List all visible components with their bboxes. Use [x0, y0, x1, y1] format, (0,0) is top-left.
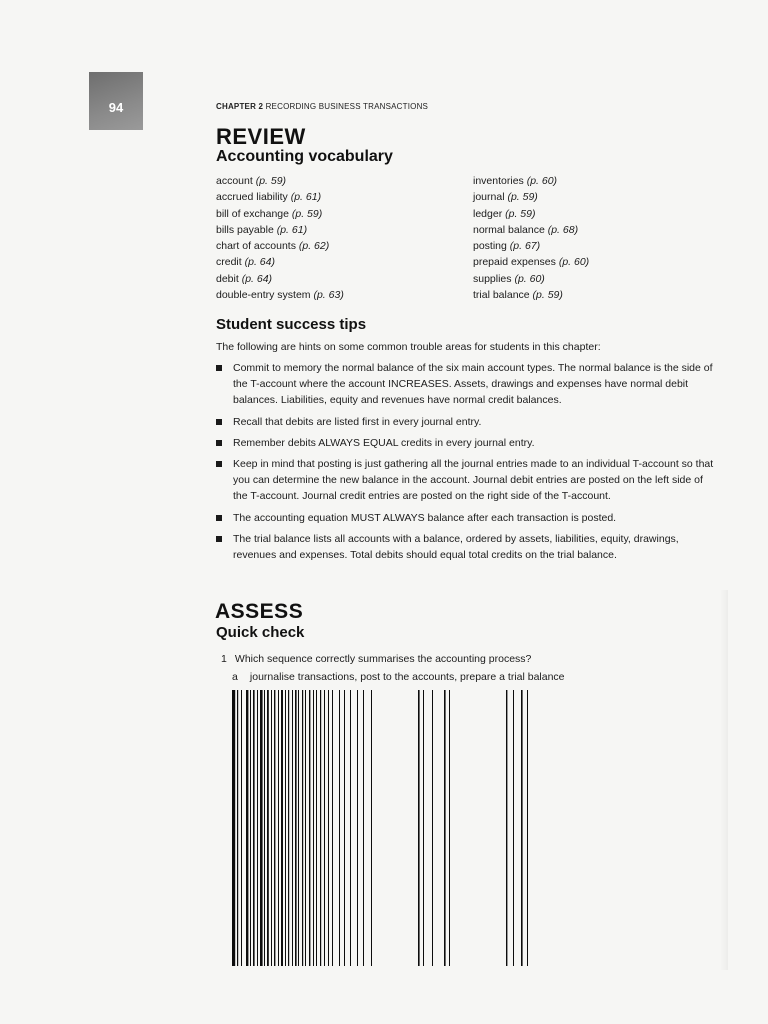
vocab-item	[216, 238, 344, 254]
vocab-page-ref: (p. 68)	[547, 223, 579, 236]
vocab-list-left	[216, 173, 344, 303]
scan-stripe	[288, 690, 289, 966]
tip-item	[216, 435, 718, 451]
vocab-page-ref: (p. 60)	[514, 272, 545, 285]
scan-stripe	[418, 690, 420, 966]
scan-stripe	[521, 690, 523, 966]
vocab-item	[216, 173, 344, 189]
bullet-square-icon	[216, 419, 222, 425]
question-1	[221, 653, 531, 665]
scan-stripe	[344, 690, 345, 966]
vocab-page-ref: (p. 60)	[526, 175, 558, 187]
scan-stripe	[298, 690, 299, 966]
tip-text: Keep in mind that posting is just gathering all the journal entries made to an individual T-account so that you can determine the new balance in the account. Journal debit entries are posted on the left side of the T-account. Journal credit entries are posted on the right side of the T-account.	[233, 458, 714, 503]
scan-stripe	[241, 690, 242, 966]
bullet-square-icon	[216, 461, 222, 467]
vocab-item	[473, 254, 589, 270]
tip-item	[216, 456, 718, 505]
chapter-label: CHAPTER 2	[216, 102, 264, 111]
scan-stripe	[285, 690, 286, 966]
vocab-item	[473, 173, 589, 189]
vocab-page-ref: (p. 63)	[313, 289, 344, 302]
vocab-term: normal balance	[473, 223, 545, 236]
vocab-item	[473, 271, 589, 287]
scan-stripe	[237, 690, 238, 966]
scan-stripe	[246, 690, 248, 966]
vocab-item	[216, 254, 344, 270]
bullet-square-icon	[216, 440, 222, 446]
tips-heading: Student success tips	[216, 316, 367, 333]
vocab-item	[216, 222, 344, 238]
scan-stripe	[513, 690, 514, 966]
scan-stripe	[292, 690, 293, 966]
scan-stripe	[506, 690, 507, 966]
scan-stripe	[267, 690, 269, 966]
tip-text: Commit to memory the normal balance of the six main account types. The normal balance is the side of the T-account where the account INCREASES. Assets, drawings and expenses have normal debit balances. Liabilities, equity and revenues have normal credit balances.	[233, 362, 713, 407]
vocab-term: journal	[473, 191, 505, 204]
vocab-term: accrued liability	[216, 191, 288, 204]
tip-item	[216, 360, 718, 409]
vocab-item	[473, 206, 589, 222]
vocab-heading: Accounting vocabulary	[216, 148, 393, 165]
scan-stripe	[350, 690, 351, 966]
vocab-page-ref: (p. 59)	[291, 207, 323, 220]
vocab-term: account	[216, 175, 253, 187]
vocab-page-ref: (p. 59)	[255, 175, 287, 187]
question-number: 1	[221, 653, 227, 665]
vocab-page-ref: (p. 59)	[507, 191, 538, 204]
bullet-square-icon	[216, 515, 222, 521]
vocab-term: prepaid expenses	[473, 256, 556, 269]
scan-stripe	[250, 690, 251, 966]
scan-stripe	[444, 690, 446, 966]
vocab-list-right	[473, 173, 589, 303]
tip-item	[216, 510, 718, 526]
vocab-term: posting	[473, 240, 507, 253]
vocab-item	[216, 271, 344, 287]
option-letter: a	[232, 671, 238, 683]
bullet-square-icon	[216, 365, 222, 371]
option-text: journalise transactions, post to the accounts, prepare a trial balance	[249, 671, 565, 683]
scan-stripe	[527, 690, 528, 966]
scan-stripe	[328, 690, 329, 966]
bullet-square-icon	[216, 536, 222, 542]
tip-text: Remember debits ALWAYS EQUAL credits in every journal entry.	[233, 436, 535, 449]
scan-stripe	[305, 690, 306, 966]
tip-item	[216, 531, 718, 563]
scan-stripe	[253, 690, 255, 966]
scan-stripe	[271, 690, 272, 966]
scan-stripe	[274, 690, 275, 966]
running-header	[216, 102, 428, 111]
vocab-page-ref: (p. 60)	[558, 256, 590, 269]
scan-stripe	[332, 690, 333, 966]
scan-stripe	[281, 690, 283, 966]
vocab-term: supplies	[473, 272, 512, 285]
vocab-term: credit	[216, 256, 242, 269]
tip-text: Recall that debits are listed first in every journal entry.	[233, 415, 482, 428]
vocab-page-ref: (p. 61)	[290, 191, 322, 204]
vocab-page-ref: (p. 67)	[509, 240, 541, 253]
tip-text: The trial balance lists all accounts with a balance, ordered by assets, liabilities, equity, drawings, revenues and expenses. Total debits should equal total credits on the trial balance.	[233, 532, 679, 562]
vocab-term: double-entry system	[216, 289, 311, 302]
vocab-term: chart of accounts	[216, 240, 296, 253]
page-number-tab	[89, 72, 143, 130]
vocab-term: debit	[216, 272, 239, 285]
vocab-item	[473, 287, 589, 303]
vocab-page-ref: (p. 61)	[276, 223, 308, 236]
scan-stripe	[260, 690, 263, 966]
scan-stripe	[257, 690, 258, 966]
vocab-item	[216, 206, 344, 222]
scan-stripe	[320, 690, 321, 966]
vocab-term: bill of exchange	[216, 207, 289, 220]
scan-stripe	[309, 690, 310, 966]
scan-stripe	[423, 690, 424, 966]
scan-stripe	[363, 690, 364, 966]
vocab-item	[473, 189, 589, 205]
vocab-item	[216, 189, 344, 205]
scan-stripe	[313, 690, 314, 966]
answer-option-a	[232, 671, 565, 683]
vocab-page-ref: (p. 64)	[241, 272, 273, 285]
scan-stripe	[295, 690, 297, 966]
scan-stripe	[316, 690, 317, 966]
scan-stripe	[432, 690, 433, 966]
vocab-page-ref: (p. 59)	[505, 207, 536, 220]
tip-item	[216, 414, 718, 430]
vocab-item	[473, 222, 589, 238]
assess-heading: ASSESS	[215, 600, 304, 623]
vocab-term: inventories	[473, 175, 524, 187]
vocab-page-ref: (p. 64)	[244, 256, 275, 269]
tips-list	[216, 360, 718, 568]
question-text: Which sequence correctly summarises the accounting process?	[234, 653, 532, 665]
vocab-term: trial balance	[473, 289, 530, 302]
chapter-title: RECORDING BUSINESS TRANSACTIONS	[265, 102, 429, 111]
vocab-term: bills payable	[216, 223, 274, 236]
scan-stripe	[302, 690, 303, 966]
scan-stripe	[339, 690, 340, 966]
page-number: 94	[108, 100, 124, 115]
quick-check-heading: Quick check	[216, 624, 305, 641]
vocab-term: ledger	[473, 207, 503, 220]
vocab-page-ref: (p. 62)	[298, 240, 330, 253]
tips-intro: The following are hints on some common trouble areas for students in this chapter:	[216, 341, 601, 353]
scan-stripe	[371, 690, 372, 966]
review-heading: REVIEW	[216, 124, 306, 149]
scan-stripe	[232, 690, 235, 966]
page-edge-shadow	[720, 590, 728, 970]
vocab-item	[216, 287, 344, 303]
scan-stripe	[324, 690, 325, 966]
vocab-item	[473, 238, 589, 254]
scan-stripe	[449, 690, 450, 966]
scan-stripe	[278, 690, 279, 966]
tip-text: The accounting equation MUST ALWAYS balance after each transaction is posted.	[233, 511, 617, 524]
scan-stripe	[357, 690, 358, 966]
scan-stripe	[264, 690, 265, 966]
vocab-page-ref: (p. 59)	[532, 289, 563, 302]
